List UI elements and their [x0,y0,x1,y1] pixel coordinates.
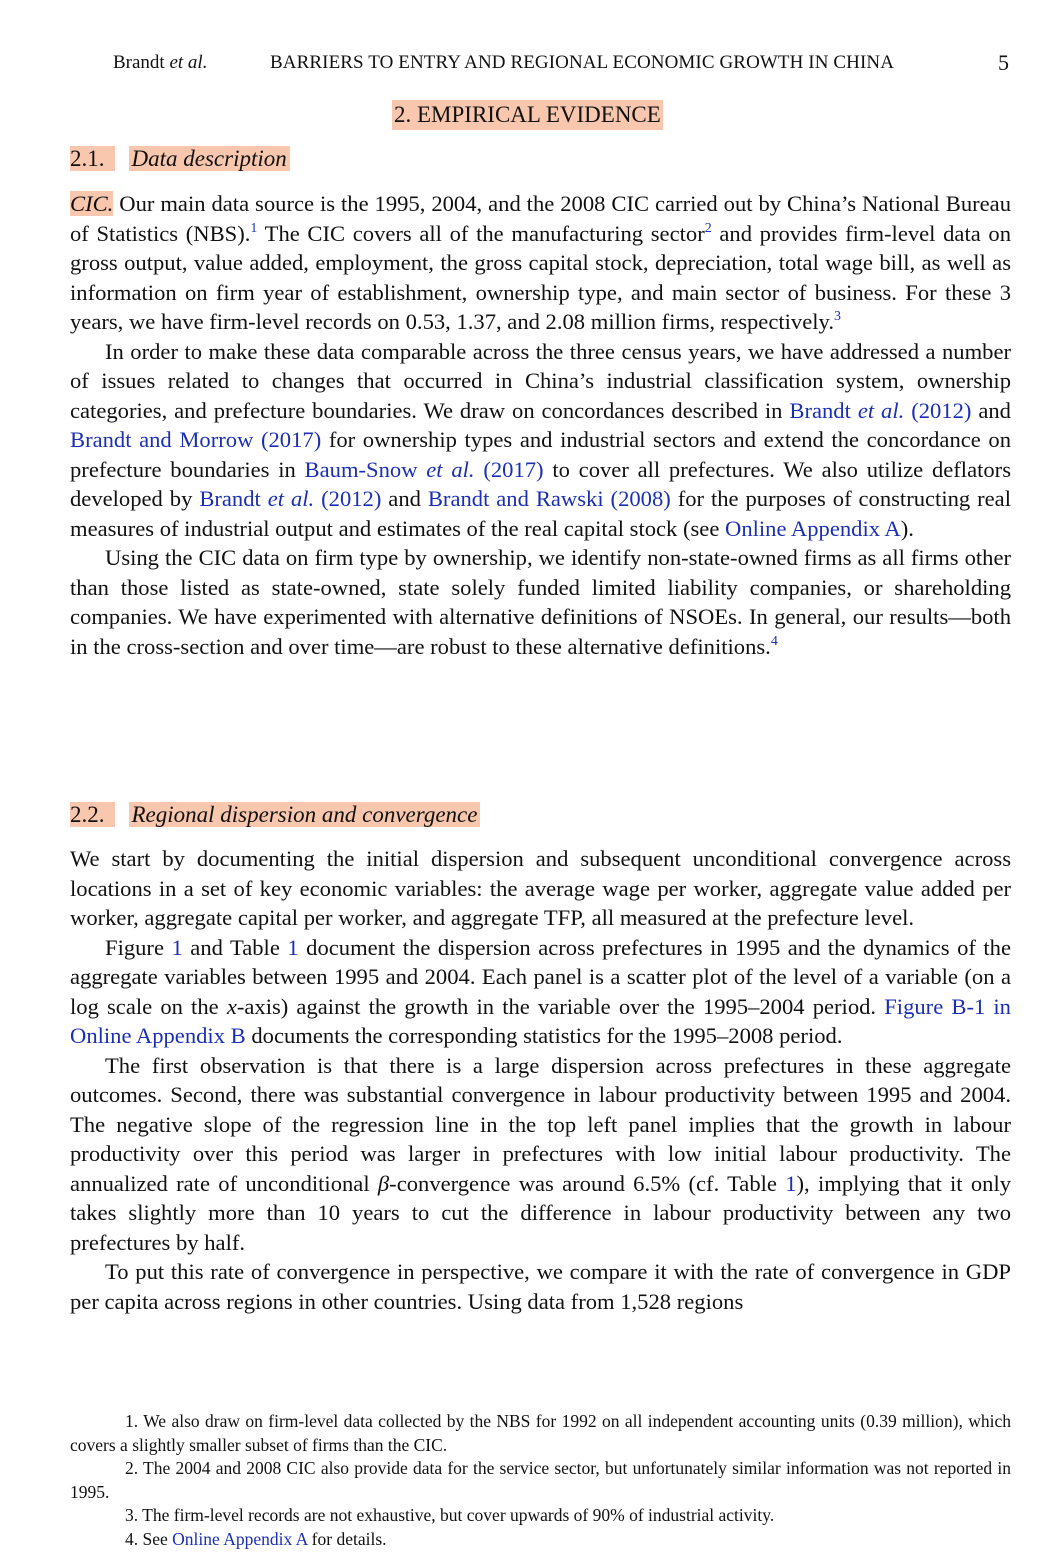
paragraph: Figure 1 and Table 1 document the dispersion across prefectures in 1995 and the dynamics of the aggregate variables between 1995 and 2004. Each panel is a scatter plot of the level of a variable (on a log scale on the x-axis) against the growth in the variable over the 1995–2004 period. Figure B-1 in Online Appendix B documents the corresponding statistics for the 1995–2008 period. [70,934,1012,1048]
footnote-2: 2. The 2004 and 2008 CIC also provide data for the service sector, but unfortunately similar information was not reported in 1995. [70,1458,1011,1502]
subsection-title: Regional dispersion and convergence [129,802,481,827]
footnote-1: 1. We also draw on firm-level data collected by the NBS for 1992 on all independent accounting units (0.39 million), which covers a slightly smaller subset of firms than the CIC. [70,1411,1011,1455]
section-heading: 2. EMPIRICAL EVIDENCE [392,100,663,130]
subsection-title: Data description [129,146,290,171]
data-description-body [70,189,1011,661]
table-ref-link[interactable]: 1 [785,1170,797,1196]
paragraph: The first observation is that there is a large dispersion across prefectures in these aggregate outcomes. Second, there was substantial convergence in labour productivity between 1995 and 2004. The negative slope of the regression line in the top left panel implies that the growth in labour productivity over this period was larger in prefectures with low initial labour productivity. The annualized rate of unconditional β-convergence was around 6.5% (cf. Table 1), implying that it only takes slightly more than 10 years to cut the difference in labour productivity between any two prefectures by half. [70,1052,1012,1255]
citation-link[interactable]: Brandt et al. (2012) [199,486,382,511]
footnote-ref-1[interactable]: 1 [250,220,258,236]
citation-link[interactable]: Brandt et al. (2012) [789,397,972,423]
appendix-link[interactable]: Online Appendix A [725,515,901,541]
footnote-ref-4[interactable]: 4 [770,633,778,649]
regional-dispersion-body [70,844,1011,1316]
paragraph: In order to make these data comparable across the three census years, we have addressed a number of issues related to changes that occurred in China’s industrial classification system, ownership categories, and prefecture boundaries. We draw on concordances described in Brandt et al. (2012) and Brandt and Morrow (2017) for ownership types and industrial sectors and extend the concordance on prefecture boundaries in Baum-Snow et al. (2017) to cover all prefectures. We also utilize deflators developed by Brandt et al. (2012) and Brandt and Rawski (2008) for the purposes of constructing real measures of industrial output and estimates of the real capital stock (see Online Appendix A). [70,338,1011,541]
running-head-title: BARRIERS TO ENTRY AND REGIONAL ECONOMIC GROWTH IN CHINA [270,52,895,73]
citation-link[interactable]: Baum-Snow et al. (2017) [304,456,544,482]
footnote-ref-2[interactable]: 2 [704,220,712,236]
paragraph: Using the CIC data on firm type by ownership, we identify non-state-owned firms as all firms other than those listed as state-owned, state solely funded limited liability companies, or shareholding companies. We have experimented with alternative definitions of NSOEs. In general, our results—both in the cross-section and over time—are robust to these alternative definitions.$^4$ [70,545,1011,659]
footnotes [70,1410,1011,1551]
footnote-3: 3. The firm-level records are not exhaustive, but cover upwards of 90% of industrial activity. [125,1505,775,1525]
running-head-author: Brandt et al. [113,52,208,73]
appendix-link[interactable]: Online Appendix A [172,1528,308,1549]
figure-ref-link[interactable]: 1 [171,934,183,960]
paragraph: To put this rate of convergence in perspective, we compare it with the rate of convergence in GDP per capita across regions in other countries. Using data from 1,528 regions [70,1259,1011,1314]
runin-heading-cic: CIC. [70,191,114,216]
subsection-number: 2.2. [70,802,115,827]
citation-link[interactable]: Brandt and Morrow (2017) [70,427,322,452]
paragraph: CIC. Our main data source is the 1995, 2004, and the 2008 CIC carried out by China’s National Bureau of Statistics (NBS).$^1$ The CIC covers all of the manufacturing sector$^2$ and provides firm-level data on gross output, value added, employment, the gross capital stock, depreciation, total wage bill, as well as information on firm year of establishment, ownership type, and main sector of business. For these 3 years, we have firm-level records on 0.53, 1.37, and 2.08 million firms, respectively.$^3$ [70,191,1012,334]
footnote-4: 4. See Online Appendix A for details. [125,1528,387,1549]
page-number: 5 [998,50,1009,75]
paragraph: We start by documenting the initial dispersion and subsequent unconditional convergence across locations in a set of key economic variables: the average wage per worker, aggregate value added per worker, aggregate capital per worker, and aggregate TFP, all measured at the prefecture level. [70,846,1011,930]
running-head [0,50,1062,78]
subsection-heading-regional-dispersion [70,800,480,830]
subsection-heading-data-description [70,144,290,174]
appendix-figure-link[interactable]: Figure B-1 in Online Appendix B [70,993,1011,1048]
table-ref-link[interactable]: 1 [287,934,299,960]
citation-link[interactable]: Brandt and Rawski (2008) [427,486,671,511]
footnote-ref-3[interactable]: 3 [834,309,841,324]
subsection-number: 2.1. [70,146,115,171]
